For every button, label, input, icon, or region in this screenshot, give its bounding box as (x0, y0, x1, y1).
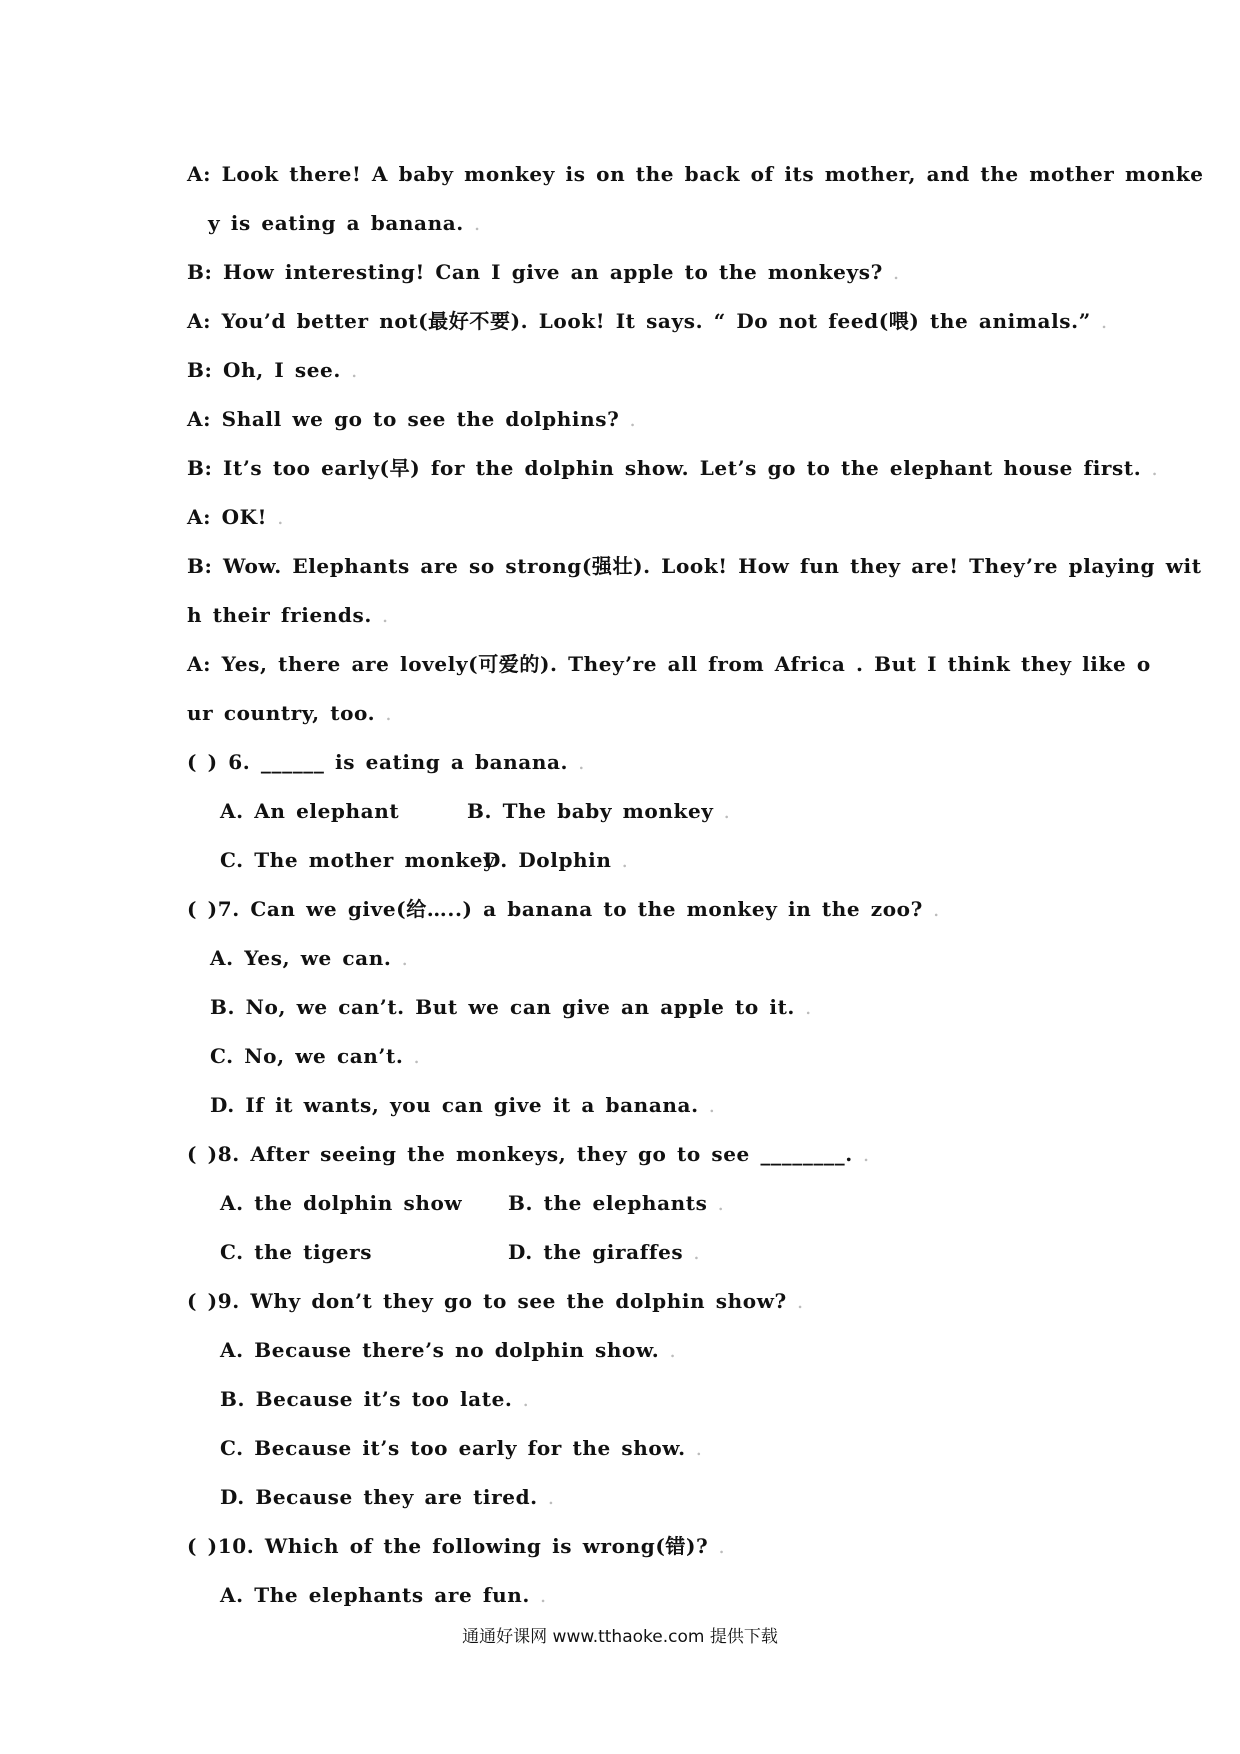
question-6-option-c: C. The mother monkey (220, 848, 496, 872)
dialogue-line: A: Shall we go to see the dolphins? . (187, 407, 637, 431)
question-7-option-a: A. Yes, we can. . (210, 946, 409, 970)
question-8-option-d: D. the giraffes . (508, 1240, 701, 1264)
dialogue-line: B: It’s too early(早) for the dolphin show. Let’s go to the elephant house first. . (187, 456, 1159, 480)
question-9-option-c: C. Because it’s too early for the show. . (220, 1436, 703, 1460)
question-8-stem: ( )8. After seeing the monkeys, they go to see ________. . (187, 1142, 870, 1166)
dialogue-line: B: Wow. Elephants are so strong(强壮). Look! How fun they are! They’re playing wit (187, 554, 1202, 578)
dialogue-line: B: Oh, I see. . (187, 358, 358, 382)
question-6-stem: ( ) 6. ______ is eating a banana. . (187, 750, 586, 774)
question-6-option-d: D. Dolphin . (483, 848, 629, 872)
question-9-option-d: D. Because they are tired. . (220, 1485, 555, 1509)
question-10-option-a: A. The elephants are fun. . (220, 1583, 547, 1607)
dialogue-line: A: Look there! A baby monkey is on the back of its mother, and the mother monke (187, 162, 1204, 186)
dialogue-line: A: Yes, there are lovely(可爱的). They’re all from Africa . But I think they like o (187, 652, 1151, 676)
question-6-option-a: A. An elephant (220, 799, 400, 823)
page-footer: 通通好课网 www.tthaoke.com 提供下载 (462, 1627, 778, 1647)
dialogue-line: y is eating a banana. . (208, 211, 481, 235)
dialogue-line: A: You’d better not(最好不要). Look! It says. “ Do not feed(喂) the animals.” . (187, 309, 1108, 333)
question-8-option-c: C. the tigers (220, 1240, 373, 1264)
question-7-option-b: B. No, we can’t. But we can give an apple to it. . (210, 995, 812, 1019)
question-8-option-b: B. the elephants . (508, 1191, 725, 1215)
question-6-option-b: B. The baby monkey . (467, 799, 731, 823)
dialogue-line: A: OK! . (187, 505, 285, 529)
dialogue-line: ur country, too. . (187, 701, 393, 725)
question-10-stem: ( )10. Which of the following is wrong(错)? . (187, 1534, 726, 1558)
question-7-option-c: C. No, we can’t. . (210, 1044, 421, 1068)
question-9-option-b: B. Because it’s too late. . (220, 1387, 530, 1411)
question-7-option-d: D. If it wants, you can give it a banana. . (210, 1093, 716, 1117)
question-7-stem: ( )7. Can we give(给…..) a banana to the monkey in the zoo? . (187, 897, 940, 921)
question-8-option-a: A. the dolphin show (220, 1191, 463, 1215)
question-9-stem: ( )9. Why don’t they go to see the dolphin show? . (187, 1289, 804, 1313)
dialogue-line: h their friends. . (187, 603, 389, 627)
question-9-option-a: A. Because there’s no dolphin show. . (220, 1338, 677, 1362)
dialogue-line: B: How interesting! Can I give an apple to the monkeys? . (187, 260, 900, 284)
